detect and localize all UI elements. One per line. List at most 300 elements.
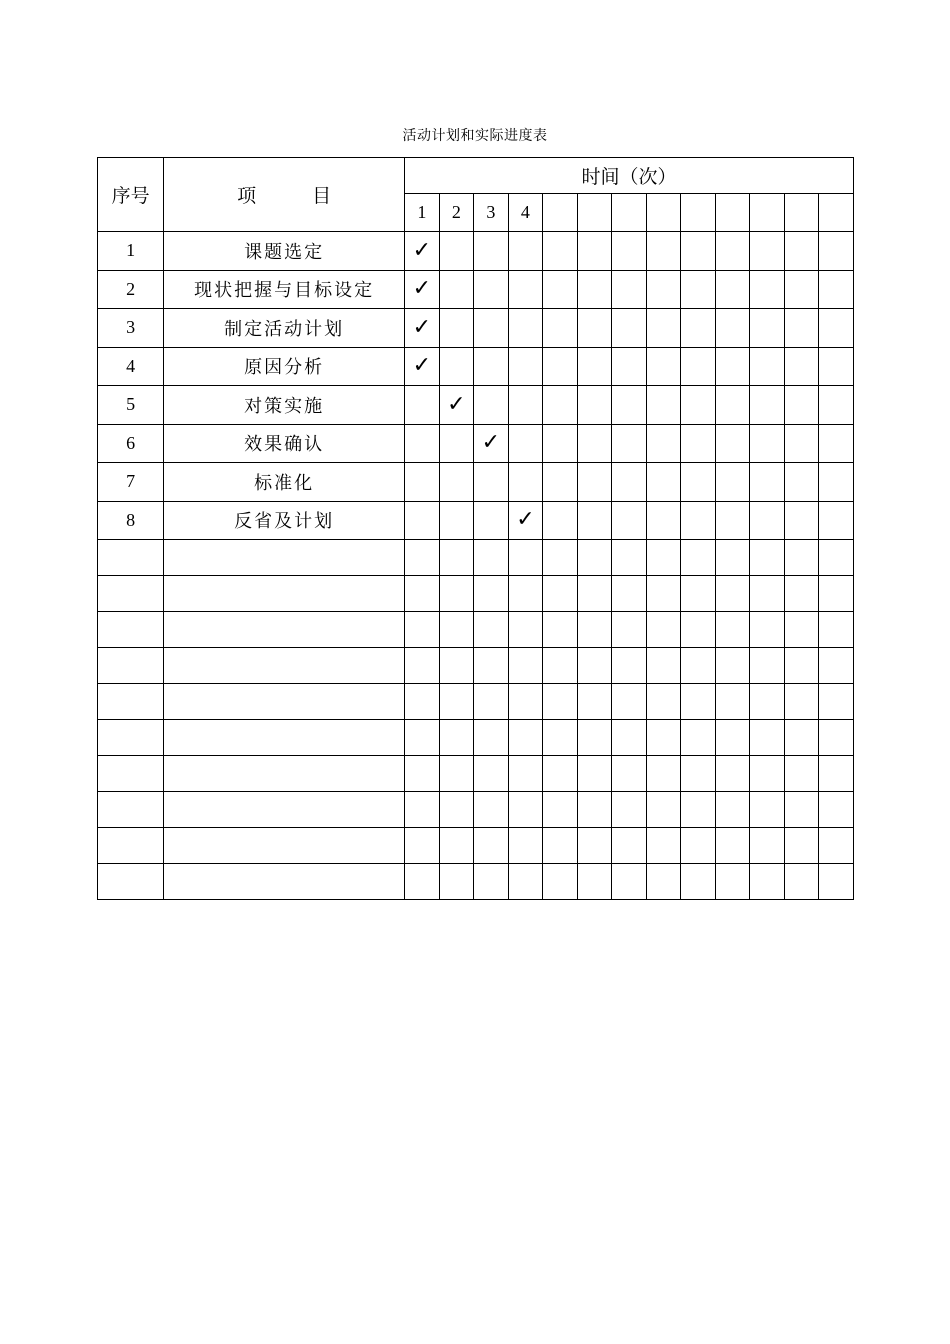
table-row <box>98 270 854 309</box>
empty-cell <box>474 540 509 576</box>
empty-cell <box>474 792 509 828</box>
time-cell <box>405 309 440 348</box>
header-time: 时间（次） <box>405 158 854 194</box>
empty-cell <box>508 756 543 792</box>
empty-cell <box>819 828 854 864</box>
time-cell <box>819 347 854 386</box>
empty-cell <box>715 612 750 648</box>
empty-cell <box>646 648 681 684</box>
empty-cell <box>98 828 164 864</box>
empty-cell <box>543 684 578 720</box>
time-cell <box>508 463 543 502</box>
row-seq: 1 <box>98 232 164 271</box>
empty-cell <box>164 612 405 648</box>
time-cell <box>474 347 509 386</box>
empty-cell <box>508 864 543 900</box>
header-seq: 序号 <box>98 158 164 232</box>
time-cell <box>612 347 647 386</box>
time-cell <box>474 424 509 463</box>
time-cell <box>508 501 543 540</box>
row-item: 反省及计划 <box>164 501 405 540</box>
time-cell <box>439 270 474 309</box>
time-period-header <box>681 194 716 232</box>
time-cell <box>750 463 785 502</box>
empty-cell <box>646 540 681 576</box>
time-cell <box>405 463 440 502</box>
time-period-header: 4 <box>508 194 543 232</box>
empty-cell <box>784 648 819 684</box>
empty-cell <box>715 828 750 864</box>
time-cell <box>508 270 543 309</box>
empty-cell <box>612 612 647 648</box>
time-cell <box>646 463 681 502</box>
empty-cell <box>681 540 716 576</box>
empty-cell <box>577 684 612 720</box>
empty-cell <box>784 576 819 612</box>
empty-cell <box>474 648 509 684</box>
empty-cell <box>715 576 750 612</box>
empty-cell <box>681 684 716 720</box>
time-cell <box>577 386 612 425</box>
empty-cell <box>681 648 716 684</box>
empty-cell <box>646 864 681 900</box>
empty-cell <box>715 648 750 684</box>
empty-cell <box>784 720 819 756</box>
empty-cell <box>784 828 819 864</box>
empty-row <box>98 576 854 612</box>
time-cell <box>577 347 612 386</box>
empty-cell <box>164 648 405 684</box>
time-cell <box>681 270 716 309</box>
empty-cell <box>543 792 578 828</box>
row-seq: 7 <box>98 463 164 502</box>
time-cell <box>508 232 543 271</box>
empty-cell <box>439 864 474 900</box>
table-row <box>98 347 854 386</box>
empty-cell <box>750 720 785 756</box>
empty-cell <box>646 612 681 648</box>
empty-cell <box>819 756 854 792</box>
empty-cell <box>543 576 578 612</box>
row-item: 现状把握与目标设定 <box>164 270 405 309</box>
time-period-header: 1 <box>405 194 440 232</box>
time-cell <box>715 501 750 540</box>
empty-cell <box>577 540 612 576</box>
row-item: 原因分析 <box>164 347 405 386</box>
empty-cell <box>508 792 543 828</box>
row-item: 制定活动计划 <box>164 309 405 348</box>
time-cell <box>612 270 647 309</box>
time-cell <box>577 309 612 348</box>
time-cell <box>750 232 785 271</box>
empty-cell <box>405 540 440 576</box>
empty-cell <box>819 720 854 756</box>
empty-cell <box>819 864 854 900</box>
table-body <box>98 232 854 900</box>
empty-cell <box>543 540 578 576</box>
empty-row <box>98 792 854 828</box>
time-cell <box>646 501 681 540</box>
empty-cell <box>784 756 819 792</box>
empty-cell <box>612 648 647 684</box>
time-period-header <box>543 194 578 232</box>
empty-cell <box>646 576 681 612</box>
empty-cell <box>439 720 474 756</box>
time-cell <box>681 463 716 502</box>
time-cell <box>819 386 854 425</box>
time-cell <box>646 309 681 348</box>
time-cell <box>405 347 440 386</box>
empty-cell <box>405 648 440 684</box>
empty-cell <box>543 828 578 864</box>
empty-cell <box>750 576 785 612</box>
empty-cell <box>164 864 405 900</box>
empty-cell <box>577 756 612 792</box>
time-cell <box>439 424 474 463</box>
empty-cell <box>508 648 543 684</box>
empty-cell <box>819 792 854 828</box>
time-cell <box>750 309 785 348</box>
empty-cell <box>715 540 750 576</box>
row-seq: 4 <box>98 347 164 386</box>
time-cell <box>508 386 543 425</box>
time-cell <box>715 424 750 463</box>
empty-cell <box>612 540 647 576</box>
empty-cell <box>474 756 509 792</box>
empty-cell <box>405 864 440 900</box>
header-item-right: 目 <box>312 185 332 207</box>
empty-row <box>98 864 854 900</box>
time-cell <box>474 386 509 425</box>
empty-cell <box>508 828 543 864</box>
empty-cell <box>784 540 819 576</box>
empty-cell <box>715 792 750 828</box>
time-cell <box>819 270 854 309</box>
time-cell <box>577 232 612 271</box>
empty-cell <box>439 648 474 684</box>
empty-cell <box>164 792 405 828</box>
empty-cell <box>405 576 440 612</box>
empty-cell <box>819 540 854 576</box>
empty-cell <box>439 828 474 864</box>
empty-cell <box>577 612 612 648</box>
time-cell <box>819 309 854 348</box>
empty-cell <box>508 684 543 720</box>
empty-cell <box>612 684 647 720</box>
time-cell <box>681 501 716 540</box>
table-row <box>98 463 854 502</box>
empty-cell <box>750 756 785 792</box>
time-cell <box>784 347 819 386</box>
time-period-header: 3 <box>474 194 509 232</box>
time-cell <box>784 463 819 502</box>
empty-row <box>98 684 854 720</box>
empty-cell <box>508 612 543 648</box>
empty-cell <box>681 828 716 864</box>
empty-cell <box>98 612 164 648</box>
empty-cell <box>474 684 509 720</box>
empty-cell <box>543 756 578 792</box>
empty-cell <box>577 720 612 756</box>
empty-cell <box>612 576 647 612</box>
header-item-left: 项 <box>237 185 257 207</box>
time-cell <box>681 424 716 463</box>
time-cell <box>715 309 750 348</box>
empty-cell <box>646 720 681 756</box>
time-period-header: 2 <box>439 194 474 232</box>
empty-cell <box>646 756 681 792</box>
time-cell <box>750 386 785 425</box>
empty-cell <box>612 828 647 864</box>
time-cell <box>681 232 716 271</box>
time-cell <box>474 270 509 309</box>
time-cell <box>681 386 716 425</box>
empty-cell <box>405 792 440 828</box>
empty-cell <box>715 684 750 720</box>
empty-cell <box>681 864 716 900</box>
time-cell <box>715 270 750 309</box>
empty-cell <box>577 864 612 900</box>
check-mark-icon: ✓ <box>412 276 432 302</box>
time-cell <box>612 501 647 540</box>
empty-cell <box>98 576 164 612</box>
time-cell <box>577 463 612 502</box>
time-cell <box>474 309 509 348</box>
empty-cell <box>98 864 164 900</box>
time-cell <box>474 501 509 540</box>
time-cell <box>646 232 681 271</box>
empty-cell <box>164 720 405 756</box>
empty-cell <box>612 792 647 828</box>
empty-cell <box>405 612 440 648</box>
time-cell <box>612 309 647 348</box>
time-cell <box>819 501 854 540</box>
empty-cell <box>439 684 474 720</box>
empty-cell <box>715 756 750 792</box>
empty-cell <box>405 756 440 792</box>
empty-cell <box>164 540 405 576</box>
time-cell <box>405 270 440 309</box>
time-cell <box>405 501 440 540</box>
empty-cell <box>474 612 509 648</box>
empty-cell <box>750 684 785 720</box>
time-cell <box>439 501 474 540</box>
check-mark-icon: ✓ <box>516 507 535 533</box>
row-seq: 2 <box>98 270 164 309</box>
empty-cell <box>784 792 819 828</box>
time-cell <box>543 232 578 271</box>
empty-cell <box>543 648 578 684</box>
progress-table <box>97 157 854 900</box>
empty-cell <box>750 612 785 648</box>
time-cell <box>439 309 474 348</box>
empty-cell <box>715 864 750 900</box>
time-period-header <box>715 194 750 232</box>
time-cell <box>612 463 647 502</box>
row-seq: 5 <box>98 386 164 425</box>
empty-cell <box>577 828 612 864</box>
time-cell <box>646 386 681 425</box>
row-seq: 3 <box>98 309 164 348</box>
time-cell <box>577 424 612 463</box>
time-cell <box>543 347 578 386</box>
time-period-header <box>819 194 854 232</box>
time-cell <box>405 424 440 463</box>
time-cell <box>819 463 854 502</box>
time-cell <box>405 386 440 425</box>
empty-cell <box>750 540 785 576</box>
empty-cell <box>164 828 405 864</box>
time-cell <box>405 232 440 271</box>
table-row <box>98 501 854 540</box>
empty-cell <box>715 720 750 756</box>
empty-cell <box>819 648 854 684</box>
time-cell <box>819 232 854 271</box>
time-cell <box>543 463 578 502</box>
empty-row <box>98 540 854 576</box>
empty-cell <box>405 684 440 720</box>
time-period-header <box>646 194 681 232</box>
empty-row <box>98 612 854 648</box>
empty-cell <box>750 792 785 828</box>
empty-cell <box>439 576 474 612</box>
time-cell <box>784 270 819 309</box>
time-cell <box>508 347 543 386</box>
time-cell <box>715 232 750 271</box>
empty-cell <box>474 864 509 900</box>
empty-cell <box>439 792 474 828</box>
empty-cell <box>98 720 164 756</box>
time-cell <box>681 309 716 348</box>
empty-row <box>98 756 854 792</box>
time-cell <box>784 501 819 540</box>
check-mark-icon: ✓ <box>412 353 432 379</box>
empty-cell <box>543 612 578 648</box>
time-cell <box>681 347 716 386</box>
time-cell <box>543 309 578 348</box>
empty-cell <box>508 720 543 756</box>
table-row <box>98 386 854 425</box>
empty-row <box>98 720 854 756</box>
time-cell <box>543 270 578 309</box>
empty-cell <box>405 720 440 756</box>
empty-cell <box>164 684 405 720</box>
time-cell <box>439 386 474 425</box>
empty-cell <box>681 576 716 612</box>
empty-cell <box>681 756 716 792</box>
row-seq: 6 <box>98 424 164 463</box>
empty-cell <box>98 648 164 684</box>
empty-cell <box>819 576 854 612</box>
empty-cell <box>98 792 164 828</box>
empty-cell <box>543 720 578 756</box>
empty-cell <box>474 576 509 612</box>
check-mark-icon: ✓ <box>412 314 432 340</box>
time-cell <box>715 463 750 502</box>
time-cell <box>784 386 819 425</box>
row-item: 课题选定 <box>164 232 405 271</box>
time-cell <box>750 270 785 309</box>
empty-cell <box>98 684 164 720</box>
time-cell <box>750 347 785 386</box>
empty-row <box>98 648 854 684</box>
time-cell <box>439 347 474 386</box>
time-cell <box>750 424 785 463</box>
time-cell <box>646 270 681 309</box>
check-mark-icon: ✓ <box>412 237 432 263</box>
empty-cell <box>819 612 854 648</box>
empty-cell <box>98 756 164 792</box>
table-row <box>98 309 854 348</box>
empty-cell <box>508 576 543 612</box>
time-period-header <box>784 194 819 232</box>
time-cell <box>543 501 578 540</box>
time-cell <box>750 501 785 540</box>
check-mark-icon: ✓ <box>447 391 466 417</box>
empty-cell <box>405 828 440 864</box>
empty-cell <box>474 720 509 756</box>
empty-cell <box>750 828 785 864</box>
empty-cell <box>439 540 474 576</box>
time-cell <box>474 463 509 502</box>
empty-cell <box>819 684 854 720</box>
table-row <box>98 232 854 271</box>
row-seq: 8 <box>98 501 164 540</box>
row-item: 效果确认 <box>164 424 405 463</box>
empty-cell <box>681 720 716 756</box>
empty-cell <box>681 612 716 648</box>
time-cell <box>439 463 474 502</box>
time-cell <box>612 424 647 463</box>
empty-cell <box>612 756 647 792</box>
empty-cell <box>750 864 785 900</box>
time-cell <box>612 386 647 425</box>
empty-cell <box>508 540 543 576</box>
empty-cell <box>784 864 819 900</box>
empty-cell <box>98 540 164 576</box>
empty-cell <box>577 792 612 828</box>
time-cell <box>715 347 750 386</box>
time-period-header <box>577 194 612 232</box>
header-item <box>164 158 405 232</box>
time-cell <box>577 501 612 540</box>
time-cell <box>439 232 474 271</box>
empty-cell <box>439 756 474 792</box>
row-item: 标准化 <box>164 463 405 502</box>
empty-cell <box>681 792 716 828</box>
page-title: 活动计划和实际进度表 <box>402 128 548 144</box>
empty-cell <box>164 576 405 612</box>
empty-cell <box>577 648 612 684</box>
time-cell <box>646 424 681 463</box>
empty-cell <box>784 684 819 720</box>
time-cell <box>715 386 750 425</box>
time-cell <box>784 232 819 271</box>
check-mark-icon: ✓ <box>481 430 501 456</box>
empty-cell <box>612 864 647 900</box>
time-cell <box>508 309 543 348</box>
empty-cell <box>612 720 647 756</box>
empty-cell <box>784 612 819 648</box>
time-cell <box>543 424 578 463</box>
time-cell <box>474 232 509 271</box>
empty-cell <box>474 828 509 864</box>
row-item: 对策实施 <box>164 386 405 425</box>
time-cell <box>508 424 543 463</box>
table-row <box>98 424 854 463</box>
time-period-header <box>750 194 785 232</box>
empty-cell <box>439 612 474 648</box>
